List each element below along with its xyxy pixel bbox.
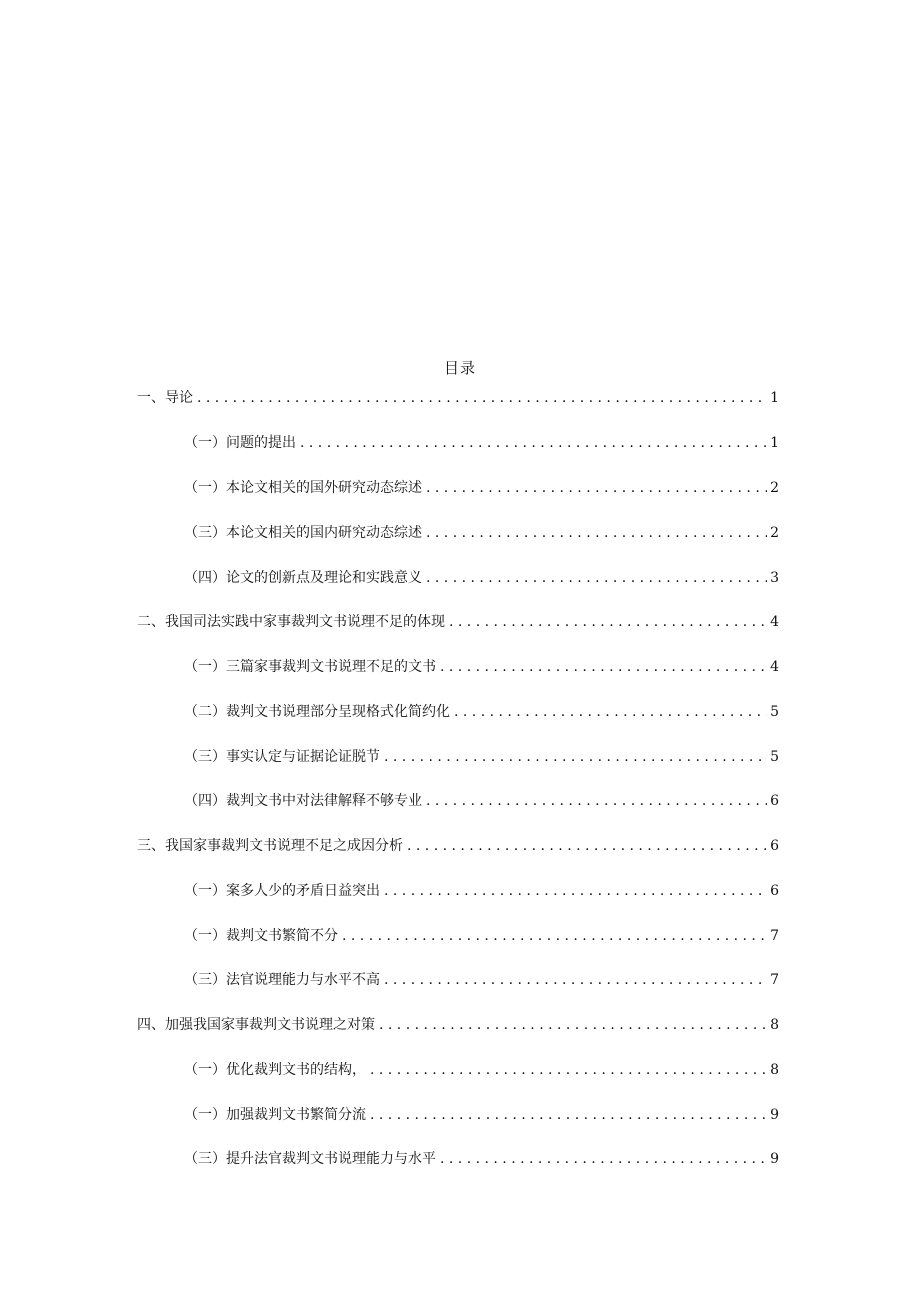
toc-entry-page: 8 — [770, 1062, 779, 1078]
toc-entry[interactable] — [184, 478, 779, 498]
toc-entry[interactable] — [137, 1015, 779, 1035]
toc-leader-dots — [407, 836, 767, 856]
toc-entry-text: （三）事实认定与证据论证脱节 — [184, 749, 380, 765]
toc-entry[interactable] — [184, 926, 779, 946]
toc-entry-page: 1 — [770, 435, 779, 451]
toc-entry-text: （一）案多人少的矛盾日益突出 — [184, 883, 380, 899]
toc-leader-dots — [440, 657, 767, 677]
toc-leader-dots — [426, 523, 767, 543]
toc-entry[interactable] — [184, 1105, 779, 1125]
toc-entry-page: 9 — [770, 1107, 779, 1123]
toc-entry[interactable] — [137, 388, 779, 408]
toc-entry-text: （四）论文的创新点及理论和实践意义 — [184, 570, 422, 586]
toc-leader-dots — [449, 612, 767, 632]
toc-entry[interactable] — [184, 1060, 779, 1080]
toc-entry[interactable] — [184, 702, 779, 722]
toc-leader-dots — [426, 478, 767, 498]
toc-entry-text: （四）裁判文书中对法律解释不够专业 — [184, 793, 422, 809]
toc-entry-page: 5 — [770, 749, 779, 765]
toc-entry-text: 二、我国司法实践中家事裁判文书说理不足的体现 — [137, 614, 445, 630]
toc-entry[interactable] — [137, 612, 779, 632]
toc-entry[interactable] — [184, 523, 779, 543]
toc-entry-page: 6 — [770, 883, 779, 899]
toc-leader-dots — [370, 1060, 767, 1080]
toc-leader-dots — [370, 1105, 767, 1125]
toc-entry-page: 9 — [770, 1151, 779, 1167]
toc-entry[interactable] — [137, 836, 779, 856]
toc-entry-text: （一）优化裁判文书的结构， — [184, 1062, 366, 1078]
toc-entry-text: （一）本论文相关的国外研究动态综述 — [184, 480, 422, 496]
toc-leader-dots — [197, 388, 767, 408]
toc-entry[interactable] — [184, 881, 779, 901]
toc-leader-dots — [440, 1149, 767, 1169]
toc-entry-page: 3 — [770, 570, 779, 586]
toc-entry-page: 1 — [770, 390, 779, 406]
toc-leader-dots — [300, 433, 767, 453]
toc-entry-text: （一）裁判文书繁简不分 — [184, 928, 338, 944]
toc-title: 目录 — [443, 359, 476, 377]
toc-entry-page: 4 — [770, 614, 779, 630]
toc-entry[interactable] — [184, 1149, 779, 1169]
toc-leader-dots — [384, 881, 767, 901]
toc-entry-text: （一）加强裁判文书繁简分流 — [184, 1107, 366, 1123]
toc-entry-page: 7 — [770, 972, 779, 988]
toc-entry-text: （二）裁判文书说理部分呈现格式化简约化 — [184, 704, 450, 720]
toc-entry-page: 6 — [770, 838, 779, 854]
toc-leader-dots — [426, 791, 767, 811]
toc-entry-text: （三）提升法官裁判文书说理能力与水平 — [184, 1151, 436, 1167]
toc-entry-page: 5 — [770, 704, 779, 720]
toc-leader-dots — [379, 1015, 767, 1035]
toc-leader-dots — [454, 702, 767, 722]
toc-entry-text: 三、我国家事裁判文书说理不足之成因分析 — [137, 838, 403, 854]
toc-entry-page: 2 — [770, 525, 779, 541]
toc-entry-page: 7 — [770, 928, 779, 944]
toc-entry-text: 四、加强我国家事裁判文书说理之对策 — [137, 1017, 375, 1033]
toc-entry-page: 8 — [770, 1017, 779, 1033]
toc-entry-text: （一）三篇家事裁判文书说理不足的文书 — [184, 659, 436, 675]
toc-entry[interactable] — [184, 568, 779, 588]
toc-entry-page: 4 — [770, 659, 779, 675]
toc-entry-text: 一、导论 — [137, 390, 193, 406]
toc-leader-dots — [384, 970, 767, 990]
toc-leader-dots — [384, 747, 767, 767]
toc-leader-dots — [426, 568, 767, 588]
toc-entry[interactable] — [184, 657, 779, 677]
toc-entry[interactable] — [184, 791, 779, 811]
toc-entry[interactable] — [184, 970, 779, 990]
toc-entry-text: （三）本论文相关的国内研究动态综述 — [184, 525, 422, 541]
toc-entry[interactable] — [184, 433, 779, 453]
toc-entry[interactable] — [184, 747, 779, 767]
toc-entry-page: 6 — [770, 793, 779, 809]
toc-entry-text: （一）问题的提出 — [184, 435, 296, 451]
toc-entry-page: 2 — [770, 480, 779, 496]
toc-entry-text: （三）法官说理能力与水平不高 — [184, 972, 380, 988]
toc-leader-dots — [342, 926, 767, 946]
